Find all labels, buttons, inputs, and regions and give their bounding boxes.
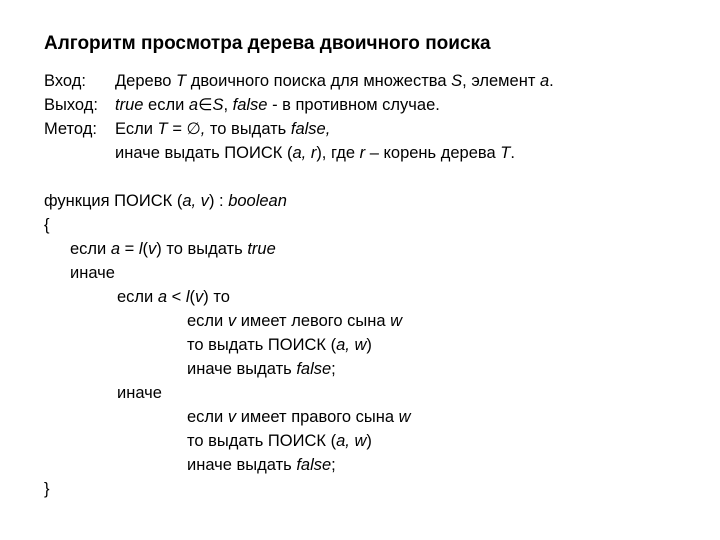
ret-right-text-2: ): [366, 432, 372, 450]
false-keyword: false: [296, 456, 332, 474]
method2-text-4: .: [510, 144, 515, 162]
op-lt: <: [167, 288, 186, 306]
return-right-line: [187, 431, 372, 451]
if-left-text-1: если: [187, 312, 228, 330]
function-header: [44, 191, 287, 211]
if-right-text-1: если: [187, 408, 228, 426]
else-false2-text-2: ;: [331, 456, 336, 474]
method2-text-1: иначе выдать ПОИСК (: [115, 144, 293, 162]
open-brace: {: [44, 216, 50, 234]
return-left-line: [187, 335, 372, 355]
if1-text-1: если: [70, 240, 111, 258]
var-v: v: [227, 408, 237, 426]
if-equal-line: [70, 239, 276, 259]
else-false-line-1: [187, 359, 336, 379]
tree-var: T: [500, 144, 511, 162]
ret-left-text-2: ): [366, 336, 372, 354]
var-w: w: [398, 408, 411, 426]
return-type: boolean: [228, 192, 287, 210]
output-text-3: - в противном случае.: [267, 96, 440, 114]
paren-open: (: [189, 288, 196, 306]
ret-left-args: a, w: [336, 336, 367, 354]
input-text-3: , элемент: [462, 72, 540, 90]
method-text-1: Если: [115, 120, 158, 138]
if-left-text-2: имеет левого сына: [236, 312, 391, 330]
var-a: a: [110, 240, 121, 258]
membership-condition: a∈S: [188, 96, 224, 114]
method2-args: a, r: [292, 144, 317, 162]
var-w: w: [390, 312, 403, 330]
ret-right-text-1: то выдать ПОИСК (: [187, 432, 337, 450]
paren-open: (: [142, 240, 149, 258]
input-text-2: двоичного поиска для множества: [186, 72, 452, 90]
method-text-2: то выдать: [205, 120, 291, 138]
spec-output-line: [44, 95, 440, 115]
if-right-child-line: [187, 407, 411, 427]
input-text-4: .: [549, 72, 554, 90]
ret-left-text-1: то выдать ПОИСК (: [187, 336, 337, 354]
if2-text-2: ) то: [203, 288, 230, 306]
if-left-child-line: [187, 311, 402, 331]
var-v: v: [148, 240, 157, 258]
method2-text-2: ), где: [316, 144, 360, 162]
spec-method-line: [44, 119, 330, 139]
var-a: a: [157, 288, 168, 306]
else-false2-text-1: иначе выдать: [187, 456, 297, 474]
func-l: l: [138, 240, 143, 258]
method2-text-3: – корень дерева: [365, 144, 501, 162]
false-keyword: false,: [290, 120, 331, 138]
set-var: S: [451, 72, 463, 90]
spec-method-line-2: [115, 143, 515, 163]
output-label: Выход:: [44, 96, 98, 114]
var-v: v: [227, 312, 237, 330]
else-line-1: иначе: [70, 264, 115, 282]
else-line-2: иначе: [117, 384, 162, 402]
close-brace: }: [44, 480, 50, 498]
output-text-2: ,: [223, 96, 233, 114]
func-l: l: [185, 288, 190, 306]
op-eq: =: [120, 240, 139, 258]
element-var: a: [539, 72, 550, 90]
func-text-2: ) :: [208, 192, 229, 210]
root-var: r: [359, 144, 366, 162]
if-right-text-2: имеет правого сына: [236, 408, 399, 426]
tree-var: T: [176, 72, 187, 90]
var-v: v: [195, 288, 204, 306]
spec-input-line: [44, 71, 554, 91]
method-label: Метод:: [44, 120, 97, 138]
output-text-1: если: [143, 96, 189, 114]
else-false-text-1: иначе выдать: [187, 360, 297, 378]
true-keyword: true: [247, 240, 276, 258]
if-less-line: [117, 287, 230, 307]
func-text-1: функция ПОИСК (: [44, 192, 183, 210]
false-keyword: false: [296, 360, 332, 378]
input-text-1: Дерево: [115, 72, 177, 90]
else-false-line-2: [187, 455, 336, 475]
else-false-text-2: ;: [331, 360, 336, 378]
page-title: Алгоритм просмотра дерева двоичного поиска: [44, 33, 491, 54]
false-keyword: false: [232, 96, 268, 114]
if2-text-1: если: [117, 288, 158, 306]
empty-tree-condition: T = ∅,: [157, 120, 206, 138]
input-label: Вход:: [44, 72, 86, 90]
ret-right-args: a, w: [336, 432, 367, 450]
true-keyword: true: [115, 96, 144, 114]
if1-text-2: ) то выдать: [156, 240, 248, 258]
func-args: a, v: [182, 192, 209, 210]
